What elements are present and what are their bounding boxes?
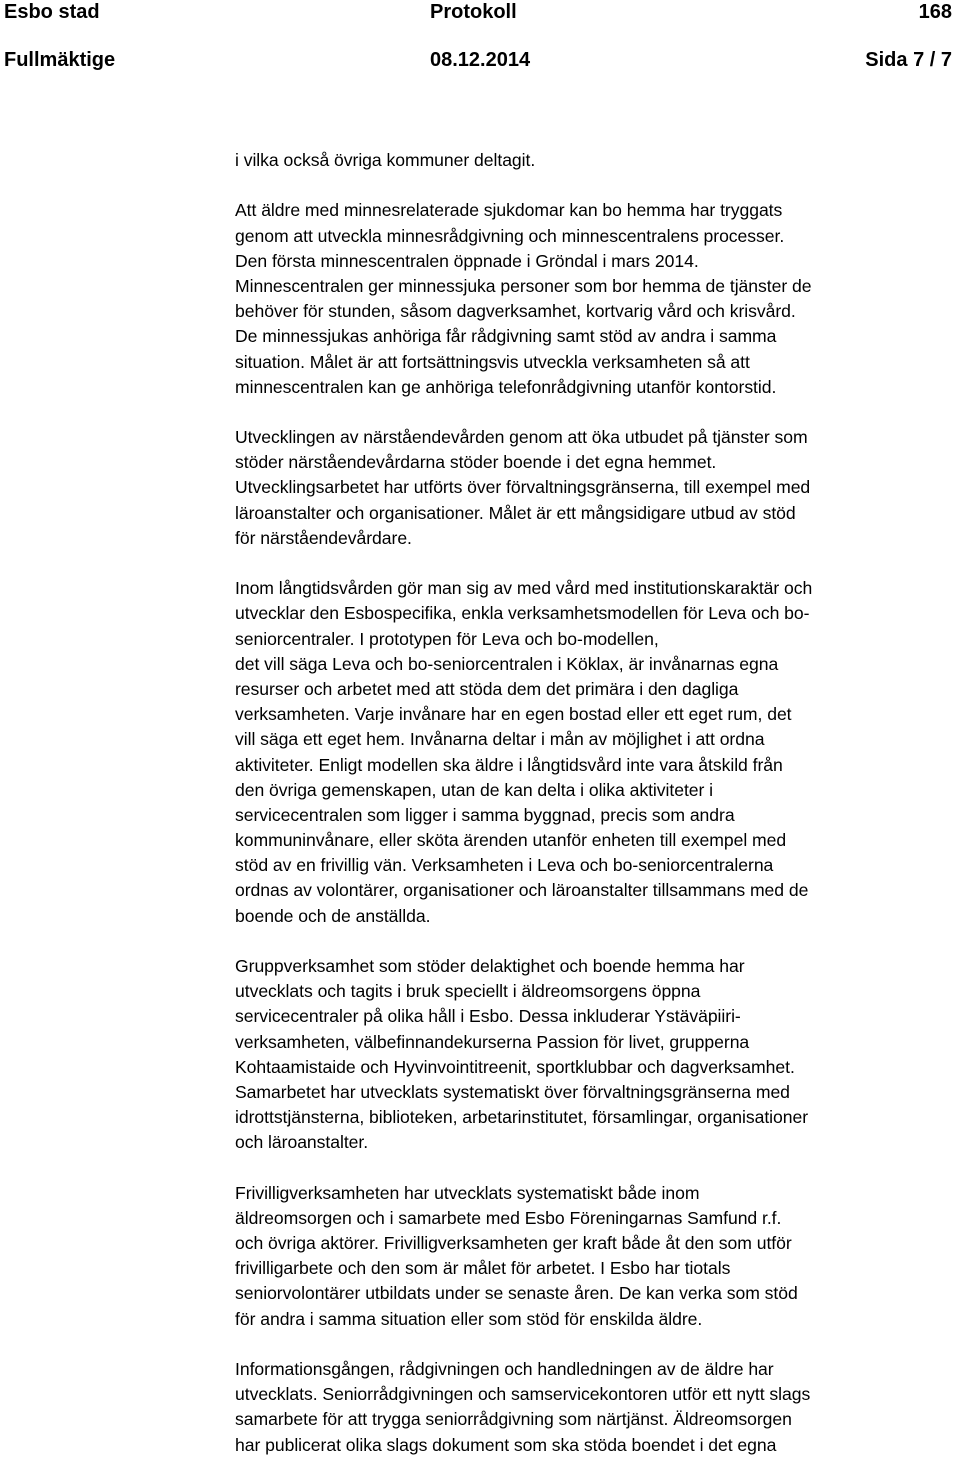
text-line: boende och de anställda. <box>235 905 431 926</box>
text-line: för andra i samma situation eller som stöd för enskilda äldre. <box>235 1308 703 1329</box>
text-line: situation. Målet är att fortsättningsvis utveckla verksamheten så att <box>235 351 750 372</box>
paragraph <box>235 1181 960 1332</box>
text-line: har publicerat olika slags dokument som ska stöda boendet i det egna <box>235 1434 777 1455</box>
text-line: vill säga ett eget hem. Invånarna deltar i mån av möjlighet i att ordna <box>235 729 765 750</box>
text-line: verksamheten. Varje invånare har en egen bostad eller ett eget rum, det <box>235 704 792 725</box>
decision-body: Fullmäktige <box>4 49 116 71</box>
text-line: kommuninvånare, eller sköta ärenden utanför enheten till exempel med <box>235 830 787 851</box>
text-line: servicecentralen som ligger i samma byggnad, precis som andra <box>235 804 735 825</box>
text-line: utvecklar den Esbospecifika, enkla verksamhetsmodellen för Leva och bo- <box>235 603 810 624</box>
text-line: idrottstjänsterna, biblioteken, arbetarinstitutet, församlingar, organisationer <box>235 1107 809 1128</box>
text-line: Att äldre med minnesrelaterade sjukdomar kan bo hemma har tryggats <box>235 200 783 221</box>
paragraph-spacer <box>235 929 960 954</box>
text-line: Inom långtidsvården gör man sig av med vård med institutionskaraktär och <box>235 578 813 599</box>
page-number: 168 <box>918 1 952 23</box>
paragraph-spacer <box>235 1156 960 1181</box>
text-line: den övriga gemenskapen, utan de kan delta i olika aktiviteter i <box>235 779 714 800</box>
text-line: Informationsgången, rådgivningen och handledningen av de äldre har <box>235 1359 774 1379</box>
text-line: Den första minnescentralen öppnade i Gröndal i mars 2014. <box>235 250 699 271</box>
text-line: frivilligarbete och den som är målet för arbetet. I Esbo har tiotals <box>235 1258 731 1279</box>
document-type: Protokoll <box>430 1 517 23</box>
text-line: äldreomsorgen och i samarbete med Esbo Föreningarnas Samfund r.f. <box>235 1207 782 1228</box>
text-line: stöd av en frivillig vän. Verksamheten i Leva och bo-seniorcentralerna <box>235 855 774 876</box>
page-of-total: Sida 7 / 7 <box>865 49 952 71</box>
page-header <box>0 0 960 80</box>
paragraph <box>235 198 960 400</box>
paragraph-spacer <box>235 400 960 425</box>
paragraph-spacer <box>235 1332 960 1357</box>
paragraph <box>235 954 960 1156</box>
text-line: och läroanstalter. <box>235 1132 369 1153</box>
text-line: verksamheten, välbefinnandekurserna Passion för livet, grupperna <box>235 1031 750 1052</box>
text-line: seniorvolontärer utbildats under se senaste åren. De kan verka som stöd <box>235 1283 798 1304</box>
text-line: ordnas av volontärer, organisationer och läroanstalter tillsammans med de <box>235 880 809 901</box>
text-line: utvecklats. Seniorrådgivningen och samservicekontoren utför ett nytt slags <box>235 1384 811 1405</box>
text-line: samarbete för att trygga seniorrådgivning som närtjänst. Äldreomsorgen <box>235 1409 792 1430</box>
text-line: för närståendevårdare. <box>235 527 412 548</box>
text-line: behöver för stunden, såsom dagverksamhet, kortvarig vård och krisvård. <box>235 301 796 322</box>
paragraph <box>235 1357 960 1458</box>
text-line: Utvecklingsarbetet har utförts över förvaltningsgränserna, till exempel med <box>235 477 811 498</box>
text-line: minnescentralen kan ge anhöriga telefonrådgivning utanför kontorstid. <box>235 376 777 397</box>
organization-name: Esbo stad <box>4 1 100 23</box>
meeting-date: 08.12.2014 <box>430 49 531 71</box>
text-line: genom att utveckla minnesrådgivning och minnescentralens processer. <box>235 225 785 246</box>
text-line: Kohtaamistaide och Hyvinvointitreenit, sportklubbar och dagverksamhet. <box>235 1056 795 1077</box>
paragraph <box>235 576 960 929</box>
text-line: i vilka också övriga kommuner deltagit. <box>235 150 536 170</box>
text-line: seniorcentraler. I prototypen för Leva och bo-modellen, <box>235 628 659 649</box>
text-line: det vill säga Leva och bo-seniorcentralen i Köklax, är invånarnas egna <box>235 653 779 674</box>
text-line: aktiviteter. Enligt modellen ska äldre i långtidsvård inte vara åtskild från <box>235 754 783 775</box>
text-line: Gruppverksamhet som stöder delaktighet och boende hemma har <box>235 956 745 976</box>
paragraph <box>235 148 960 173</box>
text-line: Utvecklingen av närståendevården genom att öka utbudet på tjänster som <box>235 427 808 448</box>
text-line: utvecklats och tagits i bruk speciellt i äldreomsorgens öppna <box>235 981 701 1002</box>
paragraph <box>235 425 960 551</box>
document-body <box>235 148 960 1458</box>
text-line: Minnescentralen ger minnessjuka personer som bor hemma de tjänster de <box>235 275 812 296</box>
paragraph-spacer <box>235 173 960 198</box>
text-line: Samarbetet har utvecklats systematiskt över förvaltningsgränserna med <box>235 1081 790 1102</box>
text-line: servicecentraler på olika håll i Esbo. Dessa inkluderar Ystäväpiiri- <box>235 1006 741 1027</box>
text-line: och övriga aktörer. Frivilligverksamheten ger kraft både åt den som utför <box>235 1233 792 1254</box>
text-line: läroanstalter och organisationer. Målet är ett mångsidigare utbud av stöd <box>235 502 796 523</box>
text-line: stöder närståendevårdarna stöder boende i det egna hemmet. <box>235 452 717 473</box>
text-line: De minnessjukas anhöriga får rådgivning samt stöd av andra i samma <box>235 326 777 347</box>
text-line: resurser och arbetet med att stöda dem det primära i den dagliga <box>235 678 739 699</box>
text-line: Frivilligverksamheten har utvecklats systematiskt både inom <box>235 1182 700 1203</box>
paragraph-spacer <box>235 551 960 576</box>
